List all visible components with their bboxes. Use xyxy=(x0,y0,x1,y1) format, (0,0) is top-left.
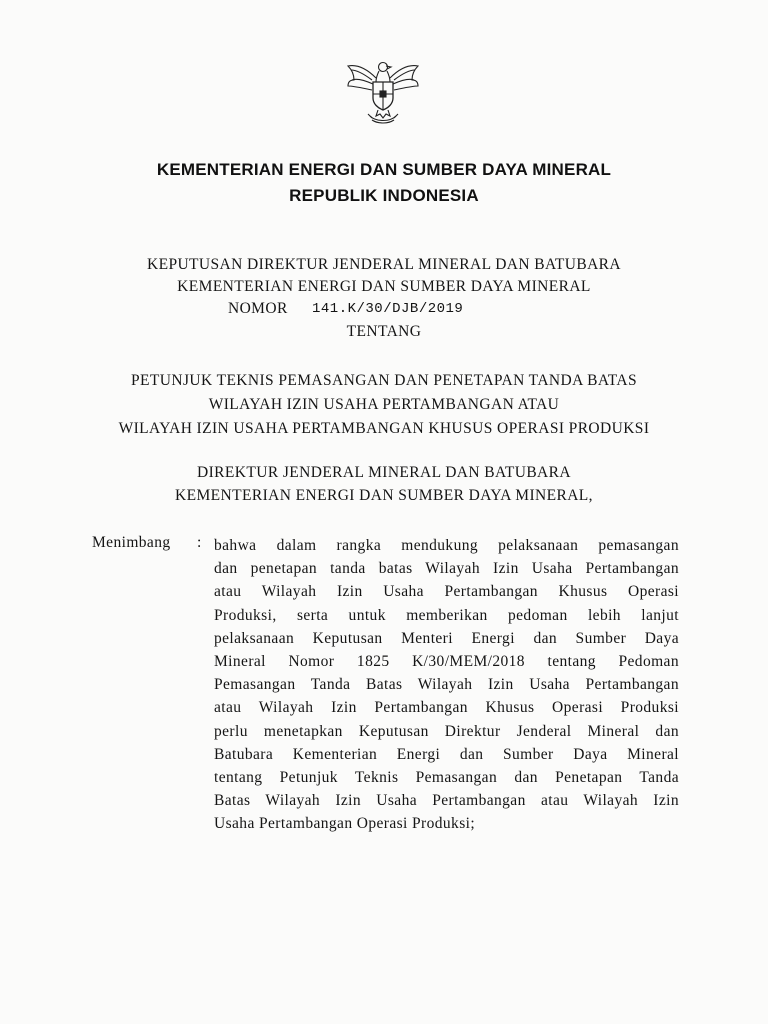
republic-title: REPUBLIK INDONESIA xyxy=(289,186,479,205)
issuer-line2: KEMENTERIAN ENERGI DAN SUMBER DAYA MINERAL, xyxy=(175,487,593,504)
paragraph-line: tentang Petunjuk Teknis Pemasangan dan Penetapan Tanda xyxy=(214,769,679,787)
nomor-label: NOMOR xyxy=(228,300,288,317)
considering-paragraph xyxy=(214,534,679,836)
ministry-title: KEMENTERIAN ENERGI DAN SUMBER DAYA MINERAL xyxy=(156,160,612,179)
considering-colon: : xyxy=(197,534,202,551)
paragraph-line: pelaksanaan Keputusan Menteri Energi dan Sumber Daya xyxy=(214,629,679,647)
subject-line1: PETUNJUK TEKNIS PEMASANGAN DAN PENETAPAN TANDA BATAS xyxy=(131,372,637,389)
subject-line2: WILAYAH IZIN USAHA PERTAMBANGAN ATAU xyxy=(208,396,560,413)
nomor-value: 141.K/30/DJB/2019 xyxy=(312,301,464,317)
paragraph-line: atau Wilayah Izin Pertambangan Khusus Operasi Produksi xyxy=(214,699,679,717)
decree-title-line2: KEMENTERIAN ENERGI DAN SUMBER DAYA MINERAL xyxy=(177,278,591,295)
issuer-line1: DIREKTUR JENDERAL MINERAL DAN BATUBARA xyxy=(197,464,571,481)
garuda-emblem-icon xyxy=(342,58,424,126)
paragraph-line: bahwa dalam rangka mendukung pelaksanaan pemasangan xyxy=(214,537,679,554)
paragraph-line: perlu menetapkan Keputusan Direktur Jenderal Mineral dan xyxy=(214,722,679,740)
paragraph-line: Produksi, serta untuk memberikan pedoman lebih lanjut xyxy=(214,606,679,624)
paragraph-line: Mineral Nomor 1825 K/30/MEM/2018 tentang Pedoman xyxy=(214,653,679,671)
paragraph-line: dan penetapan tanda batas Wilayah Izin Usaha Pertambangan xyxy=(214,560,679,578)
decree-title-line1: KEPUTUSAN DIREKTUR JENDERAL MINERAL DAN BATUBARA xyxy=(146,256,621,273)
considering-label: Menimbang xyxy=(92,534,171,551)
tentang-label: TENTANG xyxy=(346,323,422,340)
subject-line3: WILAYAH IZIN USAHA PERTAMBANGAN KHUSUS OPERASI PRODUKSI xyxy=(118,420,650,437)
paragraph-line: Batubara Kementerian Energi dan Sumber Daya Mineral xyxy=(214,745,679,763)
paragraph-line: Pemasangan Tanda Batas Wilayah Izin Usaha Pertambangan xyxy=(214,676,679,694)
paragraph-line: Usaha Pertambangan Operasi Produksi; xyxy=(214,815,476,833)
paragraph-line: Batas Wilayah Izin Usaha Pertambangan atau Wilayah Izin xyxy=(214,792,679,810)
paragraph-line: atau Wilayah Izin Usaha Pertambangan Khusus Operasi xyxy=(214,583,679,601)
